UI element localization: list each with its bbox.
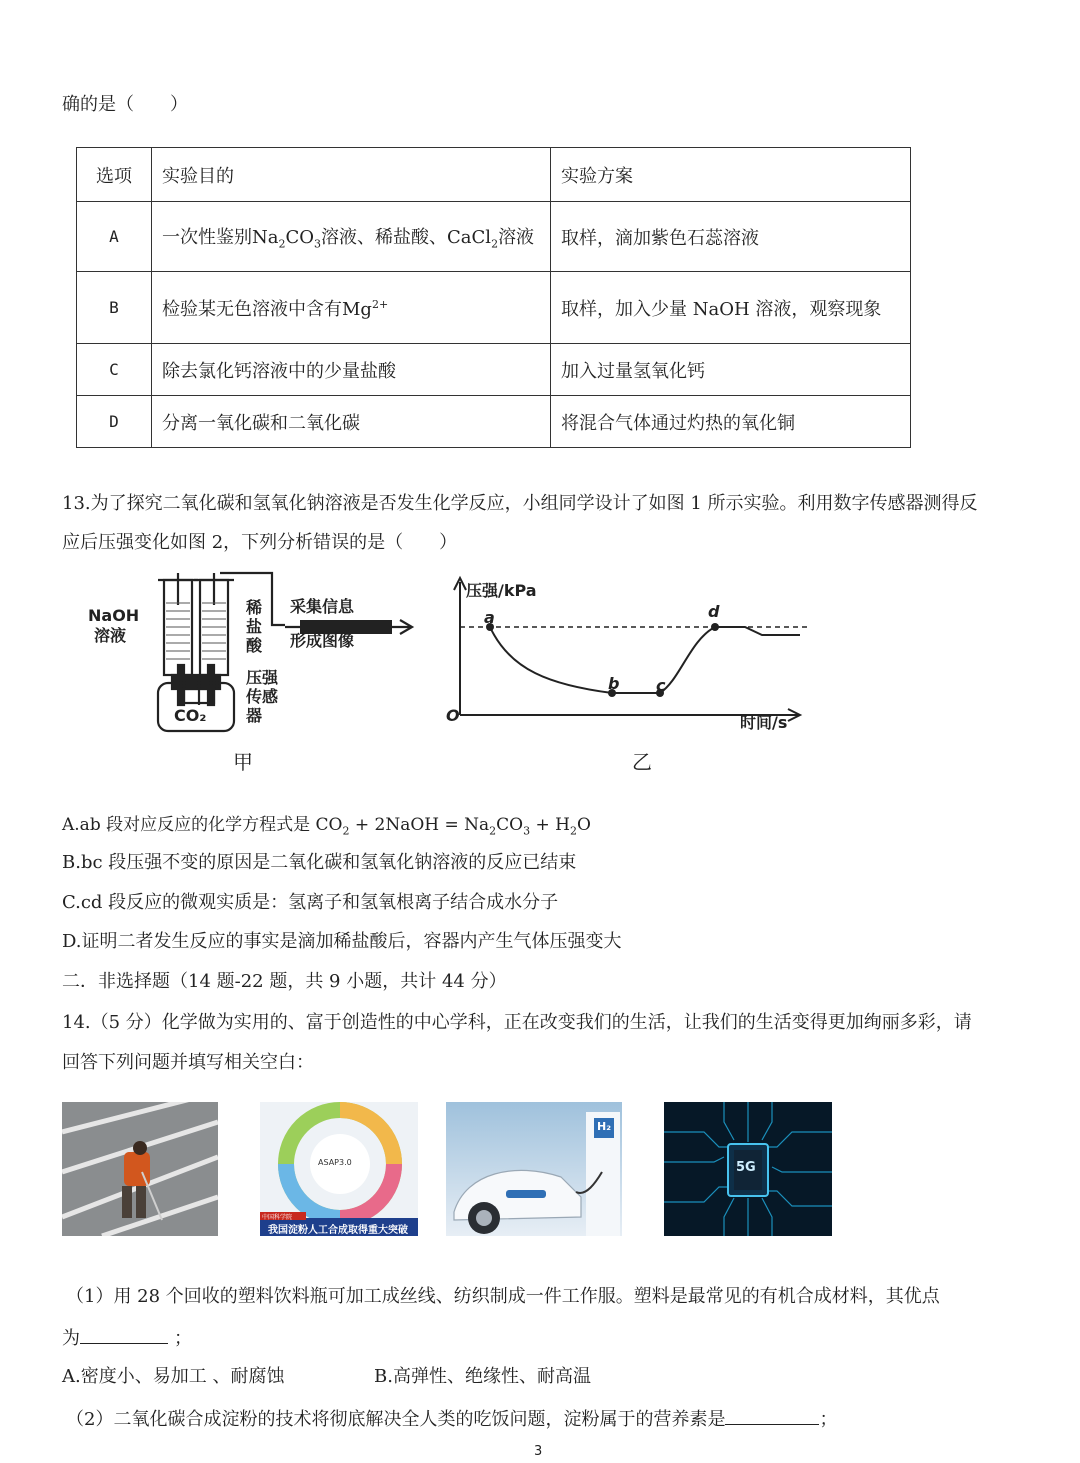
question-13-line-1: 13.为了探究二氧化碳和氢氧化钠溶液是否发生化学反应，小组同学设计了如图 1 所示实验。利用数字传感器测得反 bbox=[62, 493, 978, 514]
acid-label: 稀 盐 酸 bbox=[246, 598, 263, 655]
sub-question-2: （2）二氧化碳合成淀粉的技术将彻底解决全人类的吃饭问题，淀粉属于的营养素是 ； bbox=[66, 1406, 837, 1432]
table-row bbox=[77, 344, 911, 396]
header-purpose: 实验目的 bbox=[152, 148, 551, 202]
row-key: B bbox=[77, 272, 152, 344]
question-13-option-a: A.ab 段对应反应的化学方程式是 $CO_2$ + 2NaOH = $Na_2CO_3 + H_2O$ bbox=[62, 815, 591, 838]
options-table bbox=[76, 147, 911, 448]
sub-question-1-line-2: 为 ； bbox=[62, 1325, 192, 1351]
question-13-option-c: C.cd 段反应的微观实质是：氢离子和氢氧根离子结合成水分子 bbox=[62, 892, 559, 913]
figure-1-caption: 甲 bbox=[233, 750, 253, 774]
row-plan: 将混合气体通过灼热的氧化铜 bbox=[551, 396, 911, 448]
row-plan: 取样，滴加紫色石蕊溶液 bbox=[551, 202, 911, 272]
photo-hydrogen-car bbox=[446, 1102, 622, 1236]
row-plan: 取样，加入少量 NaOH 溶液，观察现象 bbox=[551, 272, 911, 344]
photo-worker bbox=[62, 1102, 218, 1236]
flask-label: CO₂ bbox=[174, 706, 207, 725]
sensor-label: 压强 传感 器 bbox=[246, 668, 279, 725]
photo-logo-label: 中国科学院 bbox=[262, 1214, 293, 1221]
photo-starch-synthesis bbox=[260, 1102, 418, 1236]
row-plan: 加入过量氢氧化钙 bbox=[551, 344, 911, 396]
row-purpose: 分离一氧化碳和二氧化碳 bbox=[152, 396, 551, 448]
question-12-stem-tail: 确的是（ ） bbox=[62, 94, 188, 115]
section-2-heading: 二．非选择题（14 题-22 题，共 9 小题，共计 44 分） bbox=[62, 971, 507, 992]
question-14-line-2: 回答下列问题并填写相关空白： bbox=[62, 1052, 314, 1073]
figure-2-caption: 乙 bbox=[632, 750, 652, 774]
form-image-label: 形成图像 bbox=[290, 631, 355, 650]
photo-h2-sign: H₂ bbox=[597, 1120, 612, 1133]
question-13-option-d: D.证明二者发生反应的事实是滴加稀盐酸后，容器内产生气体压强变大 bbox=[62, 931, 622, 952]
question-13-option-b: B.bc 段压强不变的原因是二氧化碳和氢氧化钠溶液的反应已结束 bbox=[62, 852, 577, 873]
point-b-label: b bbox=[608, 674, 620, 693]
table-row bbox=[77, 202, 911, 272]
time-axis-label: 时间/s bbox=[740, 713, 788, 732]
origin-label: O bbox=[446, 706, 460, 725]
row-key: A bbox=[77, 202, 152, 272]
sub-question-1-line-1: （1）用 28 个回收的塑料饮料瓶可加工成丝线、纺织制成一件工作服。塑料是最常见的有机合成材料，其优点 bbox=[66, 1286, 940, 1307]
question-13-line-2: 应后压强变化如图 2，下列分析错误的是（ ） bbox=[62, 532, 458, 553]
collect-info-label: 采集信息 bbox=[290, 597, 355, 616]
pressure-axis-label: 压强/kPa bbox=[466, 581, 537, 600]
answer-blank-1[interactable] bbox=[80, 1325, 168, 1344]
table-row bbox=[77, 272, 911, 344]
row-purpose: 检验某无色溶液中含有$Mg^{2+}$ bbox=[152, 272, 551, 344]
photo-banner-label: 我国淀粉人工合成取得重大突破 bbox=[268, 1225, 408, 1236]
table-header-row bbox=[77, 148, 911, 202]
answer-blank-2[interactable] bbox=[725, 1406, 819, 1425]
sub-question-1-option-b: B.高弹性、绝缘性、耐高温 bbox=[374, 1366, 591, 1387]
row-purpose: 一次性鉴别$Na_2CO_3$溶液、稀盐酸、CaCl$_2$溶液 bbox=[152, 202, 551, 272]
header-option: 选项 bbox=[77, 148, 152, 202]
point-a-label: a bbox=[484, 608, 495, 627]
photo-5g-label: 5G bbox=[736, 1160, 756, 1175]
row-key: C bbox=[77, 344, 152, 396]
header-plan: 实验方案 bbox=[551, 148, 911, 202]
point-d-label: d bbox=[708, 602, 720, 621]
naoh-label: NaOH 溶液 bbox=[88, 606, 140, 645]
question-14-line-1: 14.（5 分）化学做为实用的、富于创造性的中心学科，正在改变我们的生活，让我们的生活变得更加绚丽多彩，请 bbox=[62, 1012, 972, 1033]
page-number: 3 bbox=[534, 1444, 543, 1459]
point-c-label: c bbox=[656, 676, 666, 695]
sub-question-1-option-a: A.密度小、易加工 、耐腐蚀 bbox=[62, 1366, 285, 1387]
photo-center-label: ASAP3.0 bbox=[318, 1158, 352, 1167]
row-purpose: 除去氯化钙溶液中的少量盐酸 bbox=[152, 344, 551, 396]
row-key: D bbox=[77, 396, 152, 448]
table-row bbox=[77, 396, 911, 448]
photo-5g-chip bbox=[664, 1102, 832, 1236]
sub-question-1-options bbox=[62, 1365, 591, 1389]
